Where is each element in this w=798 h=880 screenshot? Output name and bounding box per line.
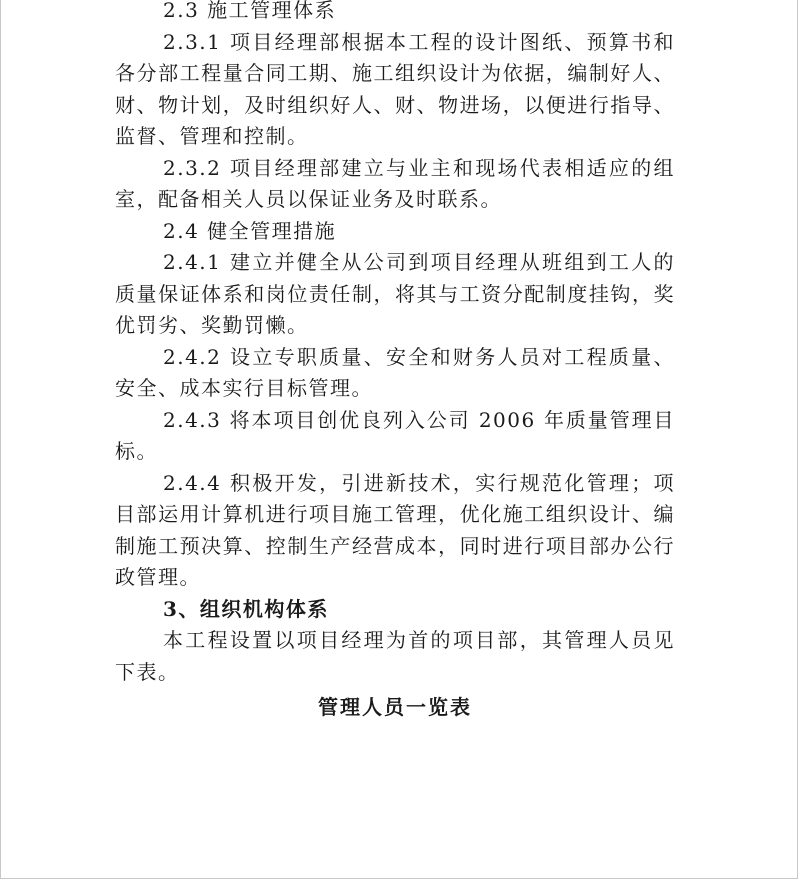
- document-body: [115, 0, 675, 724]
- paragraph-2-4-4: 2.4.4 积极开发，引进新技术，实行规范化管理；项目部运用计算机进行项目施工管理，优化施工组织设计、编制施工预决算、控制生产经营成本，同时进行项目部办公行政管理。: [115, 470, 675, 589]
- paragraph-3-intro: 本工程设置以项目经理为首的项目部，其管理人员见下表。: [115, 628, 675, 684]
- section-heading-2-4: 2.4 健全管理措施: [163, 218, 337, 243]
- paragraph-2-3-1: 2.3.1 项目经理部根据本工程的设计图纸、预算书和各分部工程量合同工期、施工组织设计为依据，编制好人、财、物计划，及时组织好人、财、物进场，以便进行指导、监督、管理和控制。: [115, 29, 675, 148]
- paragraph-2-3-2: 2.3.2 项目经理部建立与业主和现场代表相适应的组室，配备相关人员以保证业务及时联系。: [115, 155, 675, 211]
- table-title: 管理人员一览表: [318, 695, 472, 719]
- paragraph-2-4-2: 2.4.2 设立专职质量、安全和财务人员对工程质量、安全、成本实行目标管理。: [115, 344, 675, 400]
- section-heading-3: 3、组织机构体系: [163, 596, 329, 621]
- paragraph-2-4-3: 2.4.3 将本项目创优良列入公司 2006 年质量管理目标。: [115, 407, 675, 463]
- section-heading-2-3: 2.3 施工管理体系: [163, 0, 337, 22]
- paragraph-2-4-1: 2.4.1 建立并健全从公司到项目经理从班组到工人的质量保证体系和岗位责任制，将其与工资分配制度挂钩，奖优罚劣、奖勤罚懒。: [115, 250, 675, 337]
